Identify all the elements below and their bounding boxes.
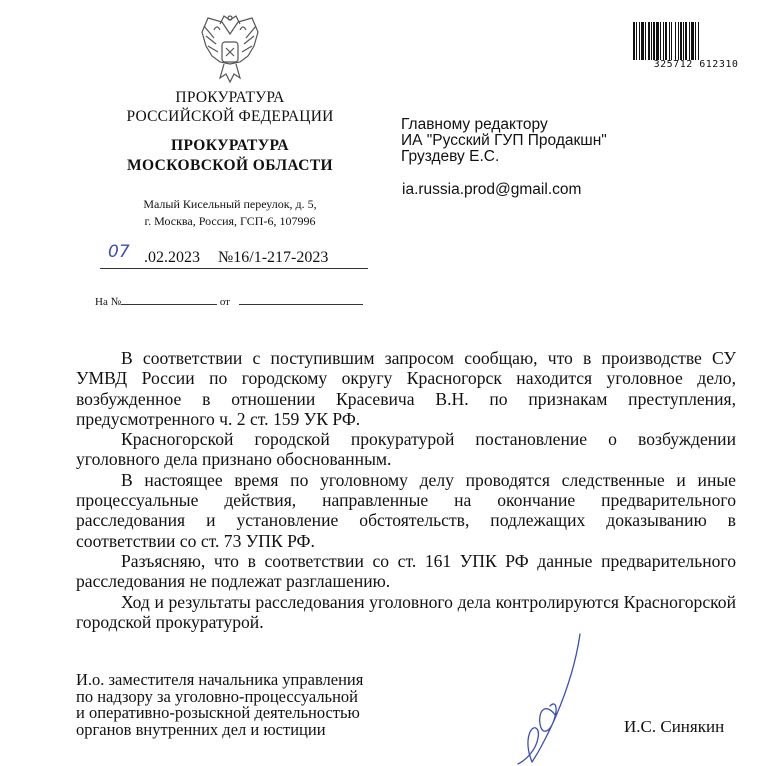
organization-name: ПРОКУРАТУРА РОССИЙСКОЙ ФЕДЕРАЦИИ xyxy=(126,89,334,125)
barcode-bar xyxy=(648,22,650,60)
barcode-bar xyxy=(656,22,659,60)
barcode-bar xyxy=(669,22,670,60)
barcode-bar xyxy=(663,22,664,60)
barcode-bar xyxy=(689,22,690,60)
barcode-bar xyxy=(641,22,644,60)
barcode-bar xyxy=(645,22,646,60)
signatory-title: И.о. заместителя начальника управления по надзору за уголовно-процессуальной и оперативно-розыскной деятельностью органов внутренних дел и юстиции xyxy=(76,670,364,739)
document-date xyxy=(100,249,328,267)
ref-number-blank xyxy=(121,304,217,305)
paragraph: Красногорской городской прокуратурой постановление о возбуждении уголовного дела признано обоснованным. xyxy=(76,429,736,470)
barcode-bars xyxy=(632,22,760,60)
barcode-bar xyxy=(685,22,687,60)
paragraph: Разъясняю, что в соответствии со ст. 161 УПК РФ данные предварительного расследования не подлежат разглашению. xyxy=(76,550,736,592)
barcode-bar xyxy=(678,22,679,60)
barcode-bar xyxy=(698,22,699,60)
barcode-bar xyxy=(695,22,696,60)
date-month-year: .02.2023 xyxy=(144,249,200,266)
office-address: Малый Кисельный переулок, д. 5, г. Москва, Россия, ГСП-6, 107996 xyxy=(143,197,317,228)
barcode-number: 325712 612310 xyxy=(653,59,739,70)
coat-of-arms-emblem xyxy=(198,12,262,86)
barcode-bar xyxy=(680,22,682,60)
paragraph: В настоящее время по уголовному делу проводятся следственные и иные процессуальные действия, направленные на окончание предварительного расследования и установление обстоятельств, подлежащих доказыванию в соответствии со ст. 73 УПК РФ. xyxy=(76,469,736,551)
barcode-bar xyxy=(633,22,635,60)
ref-date-blank xyxy=(239,304,363,305)
barcode-bar xyxy=(636,22,637,60)
paragraph: В соответствии с поступившим запросом сообщаю, что в производстве СУ УМВД России по городскому округу Красногорск находится уголовное дело, возбужденное в отношении Красевича В.Н. по признакам преступления, предусмотренного ч. 2 ст. 159 УК РФ. xyxy=(76,348,736,429)
letter-body xyxy=(76,348,736,632)
registration-number: №16/1-217-2023 xyxy=(218,249,329,266)
paragraph: Ход и результаты расследования уголовного дела контролируются Красногорской городской прокуратурой. xyxy=(76,591,736,632)
date-underline xyxy=(100,268,368,269)
barcode-bar xyxy=(639,22,640,60)
signatory-name: И.С. Синякин xyxy=(624,717,725,736)
recipient-email: ia.russia.prod@gmail.com xyxy=(402,181,582,198)
barcode-bar xyxy=(653,22,655,60)
recipient-block: Главному редактору ИА "Русский ГУП Продакшн" Груздеву Е.С. xyxy=(401,116,607,165)
barcode-bar xyxy=(651,22,652,60)
reference-line: На № от xyxy=(95,296,363,308)
barcode-bar xyxy=(691,22,694,60)
barcode-bar xyxy=(660,22,661,60)
barcode-bar xyxy=(675,22,676,60)
handwritten-signature xyxy=(510,632,600,766)
office-name: ПРОКУРАТУРА МОСКОВСКОЙ ОБЛАСТИ xyxy=(126,137,334,174)
barcode-bar xyxy=(665,22,667,60)
barcode-bar xyxy=(683,22,684,60)
barcode-bar xyxy=(671,22,672,60)
handwritten-day: 07 xyxy=(108,242,130,262)
barcode xyxy=(632,22,760,72)
